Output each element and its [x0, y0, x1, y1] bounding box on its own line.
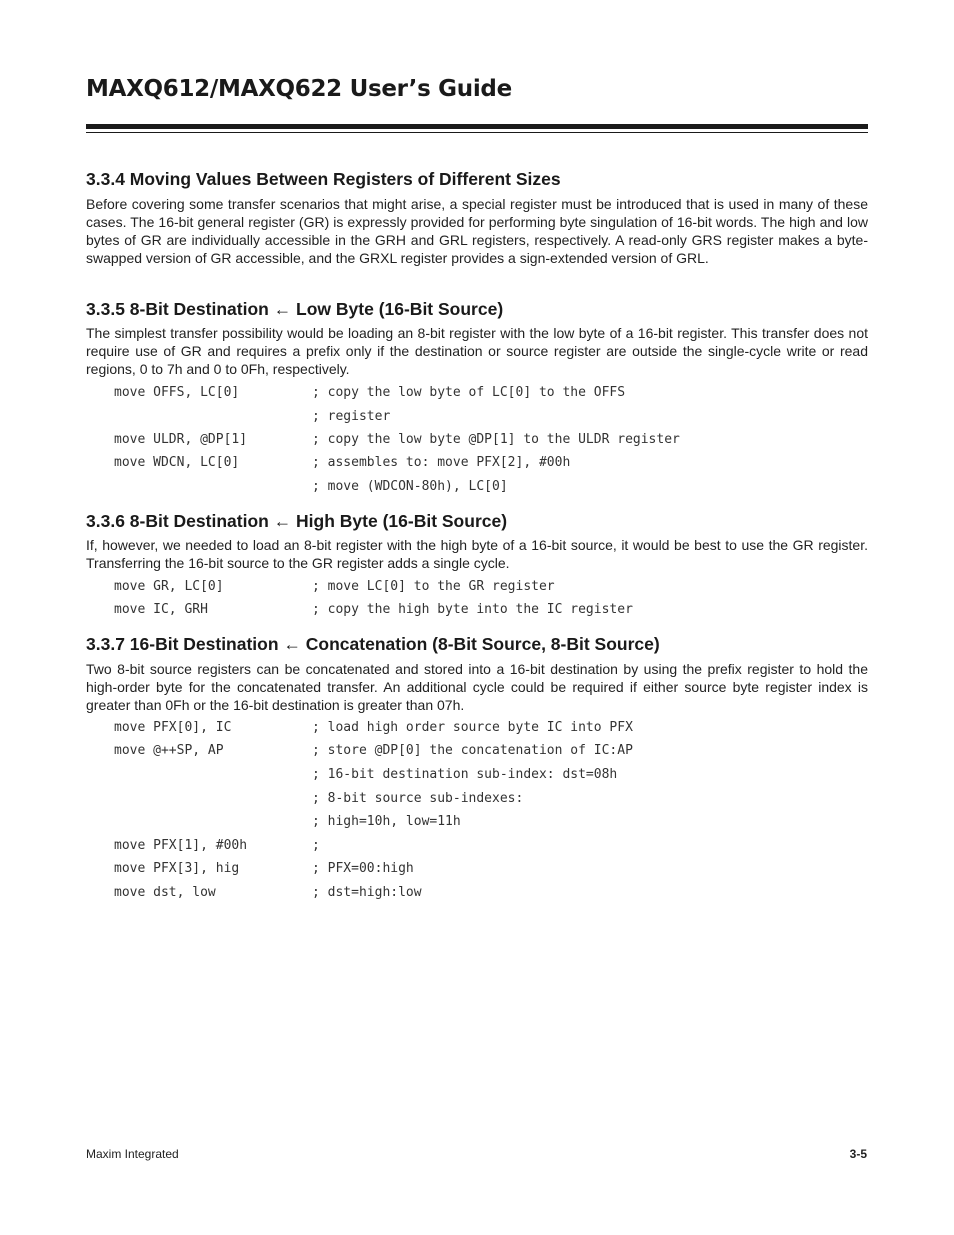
code-comment: ; register — [312, 409, 391, 424]
code-comment: ; high=10h, low=11h — [312, 814, 461, 829]
code-line — [114, 836, 874, 856]
code-comment: ; copy the low byte of LC[0] to the OFFS — [312, 385, 626, 400]
section-paragraph-3-3-4: Before covering some transfer scenarios that might arise, a special register must be introduced that is used in many of these cases. The 16-bit general register (GR) is expressly provided for performing byte singulation of 16-bit words. The high and low bytes of GR are individually accessible in the GRH and GRL registers, respectively. A read-only GRS register makes a byte-swapped version of GR accessible, and the GRXL register provides a sign-extended version of GRL. — [86, 196, 868, 266]
code-line — [114, 453, 874, 473]
header-rule-thick — [86, 124, 868, 129]
code-line — [114, 430, 874, 450]
code-comment: ; copy the low byte @DP[1] to the ULDR register — [312, 432, 680, 447]
code-instruction: move @++SP, AP — [114, 743, 224, 758]
code-instruction: move dst, low — [114, 885, 216, 900]
code-line — [114, 812, 874, 832]
code-instruction: move GR, LC[0] — [114, 579, 224, 594]
section-paragraph-3-3-6: If, however, we needed to load an 8-bit register with the high byte of a 16-bit source, it would be best to use the GR register. Transferring the 16-bit source to the GR register adds a single cycle. — [86, 537, 868, 571]
code-comment: ; dst=high:low — [312, 885, 422, 900]
footer-company: Maxim Integrated — [86, 1147, 179, 1161]
code-line — [114, 600, 874, 620]
code-line — [114, 859, 874, 879]
section-heading-3-3-6: 3.3.6 8-Bit Destination ← High Byte (16-Bit Source) — [86, 511, 508, 531]
code-comment: ; copy the high byte into the IC register — [312, 602, 633, 617]
code-instruction: move ULDR, @DP[1] — [114, 432, 248, 447]
code-comment: ; load high order source byte IC into PFX — [312, 720, 633, 735]
code-line — [114, 789, 874, 809]
code-instruction: move PFX[0], IC — [114, 720, 232, 735]
code-comment: ; assembles to: move PFX[2], #00h — [312, 455, 571, 470]
section-paragraph-3-3-7: Two 8-bit source registers can be concatenated and stored into a 16-bit destination by using the prefix register to hold the high-order byte for the concatenated transfer. An additional cycle could be required if either source byte register index is greater than 0Fh or the 16-bit destination is greater than 07h. — [86, 661, 868, 713]
code-comment: ; — [312, 838, 320, 853]
code-instruction: move PFX[1], #00h — [114, 838, 248, 853]
code-comment: ; move (WDCON-80h), LC[0] — [312, 479, 508, 494]
code-line — [114, 765, 874, 785]
code-line — [114, 407, 874, 427]
code-comment: ; 8-bit source sub-indexes: — [312, 791, 524, 806]
code-comment: ; 16-bit destination sub-index: dst=08h — [312, 767, 618, 782]
code-line — [114, 741, 874, 761]
code-line — [114, 577, 874, 597]
footer-page-number: 3-5 — [849, 1147, 867, 1161]
section-heading-3-3-7: 3.3.7 16-Bit Destination ← Concatenation (8-Bit Source, 8-Bit Source) — [86, 634, 660, 654]
section-heading-3-3-4: 3.3.4 Moving Values Between Registers of Different Sizes — [86, 169, 561, 189]
code-line — [114, 718, 874, 738]
code-comment: ; store @DP[0] the concatenation of IC:AP — [312, 743, 633, 758]
section-paragraph-3-3-5: The simplest transfer possibility would be loading an 8-bit register with the low byte of a 16-bit register. This transfer does not require use of GR and requires a prefix only if the destination or source register are outside the single-cycle write or read regions, 0 to 7h and 0 to 0Fh, respectively. — [86, 325, 868, 377]
code-comment: ; move LC[0] to the GR register — [312, 579, 555, 594]
code-comment: ; PFX=00:high — [312, 861, 414, 876]
code-line — [114, 383, 874, 403]
code-instruction: move IC, GRH — [114, 602, 208, 617]
page-title: MAXQ612/MAXQ622 User’s Guide — [86, 76, 512, 102]
header-rule-thin — [86, 132, 868, 133]
code-instruction: move OFFS, LC[0] — [114, 385, 240, 400]
code-line — [114, 477, 874, 497]
code-instruction: move PFX[3], hig — [114, 861, 240, 876]
code-line — [114, 883, 874, 903]
section-heading-3-3-5: 3.3.5 8-Bit Destination ← Low Byte (16-Bit Source) — [86, 299, 504, 319]
code-instruction: move WDCN, LC[0] — [114, 455, 240, 470]
